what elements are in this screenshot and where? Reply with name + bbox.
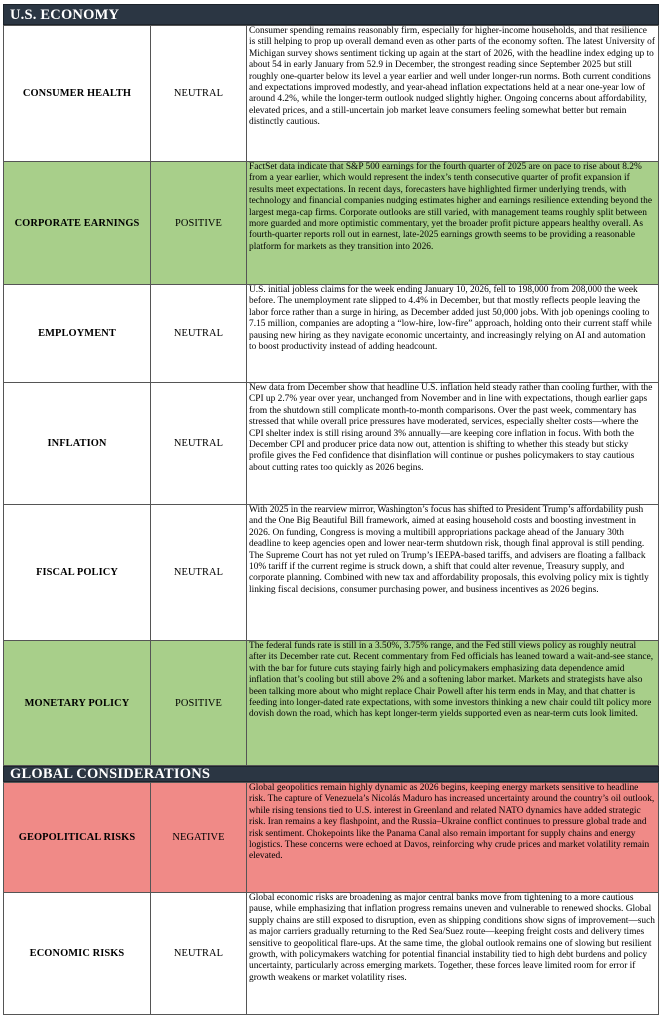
row-consumer-health bbox=[4, 26, 659, 162]
category-label: ECONOMIC RISKS bbox=[4, 893, 151, 1015]
stance-label: NEUTRAL bbox=[151, 893, 247, 1015]
global-considerations-table bbox=[3, 782, 659, 1015]
section-header-us-economy: U.S. ECONOMY bbox=[3, 4, 659, 25]
category-label: FISCAL POLICY bbox=[4, 505, 151, 641]
stance-label: POSITIVE bbox=[151, 641, 247, 766]
stance-label: NEGATIVE bbox=[151, 783, 247, 893]
row-inflation bbox=[4, 383, 659, 505]
category-label: CORPORATE EARNINGS bbox=[4, 162, 151, 285]
stance-label: NEUTRAL bbox=[151, 383, 247, 505]
category-label: CONSUMER HEALTH bbox=[4, 26, 151, 162]
stance-label: POSITIVE bbox=[151, 162, 247, 285]
row-corporate-earnings bbox=[4, 162, 659, 285]
commentary-text: FactSet data indicate that S&P 500 earnings for the fourth quarter of 2025 are on pace to rise about 8.2% from a year earlier, which would represent the index’s tenth consecutive quarter of profit expansion if results meet expectations. In recent days, forecasters have highlighted firmer underlying trends, with technology and financial companies nudging estimates higher and earnings resilience extending beyond the largest mega-cap firms. Corporate outlooks are still varied, with management teams roughly split between more guarded and more optimistic commentary, yet the broader profit picture appears healthy overall. As fourth-quarter reports roll out in earnest, late-2025 earnings growth seems to be providing a reasonable platform for markets as they transition into 2026. bbox=[247, 162, 659, 285]
commentary-text: New data from December show that headline U.S. inflation held steady rather than cooling further, with the CPI up 2.7% year over year, unchanged from November and in line with expectations, though earlier gaps from the shutdown still complicate month-to-month comparisons. Over the past week, commentary has stressed that while overall price pressures have moderated, services, especially shelter costs—where the CPI shelter index is still rising around 3% annually—are keeping core inflation in focus. With both the December CPI and producer price data now out, attention is shifting to whether this steady but sticky profile gives the Fed confidence that disinflation will continue or pushes policymakers to stay cautious about cutting rates too quickly as 2026 begins. bbox=[247, 383, 659, 505]
stance-label: NEUTRAL bbox=[151, 505, 247, 641]
commentary-text: Consumer spending remains reasonably firm, especially for higher-income households, and that resilience is still helping to prop up overall demand even as other parts of the economy soften. The latest University of Michigan survey shows sentiment ticking up again at the start of 2026, with the headline index edging up to about 54 in early January from 52.9 in December, the strongest reading since September 2025 but still roughly one-quarter below its level a year earlier and well under longer-run norms. Both current conditions and expectations improved modestly, and year-ahead inflation expectations held at a near one-year low of around 4.2%, while the longer-term outlook nudged slightly higher. Ongoing concerns about affordability, elevated prices, and a still-uncertain job market leave consumers feeling somewhat better but remain distinctly cautious. bbox=[247, 26, 659, 162]
commentary-text: U.S. initial jobless claims for the week ending January 10, 2026, fell to 198,000 from 208,000 the week before. The unemployment rate slipped to 4.4% in December, but that mostly reflects people leaving the labor force rather than a surge in hiring, as December added just 50,000 jobs. With job openings cooling to 7.15 million, companies are adopting a “low-hire, low-fire” approach, holding onto their current staff while pausing new hiring as they navigate economic uncertainty, and increasingly relying on AI and automation to boost productivity instead of adding headcount. bbox=[247, 285, 659, 383]
row-economic-risks bbox=[4, 893, 659, 1015]
us-economy-table bbox=[3, 25, 659, 766]
economic-outlook-sheet bbox=[3, 4, 659, 1015]
category-label: EMPLOYMENT bbox=[4, 285, 151, 383]
commentary-text: Global geopolitics remain highly dynamic as 2026 begins, keeping energy markets sensitive to headline risk. The capture of Venezuela’s Nicolás Maduro has increased uncertainty around the country’s oil outlook, while rising tensions tied to U.S. interest in Greenland and related NATO dynamics have added strategic risk. Iran remains a key flashpoint, and the Russia–Ukraine conflict continues to pressure global trade and risk sentiment. Chokepoints like the Panama Canal also remain important for supply chains and energy logistics. These concerns were echoed at Davos, reinforcing why crude prices and market volatility remain elevated. bbox=[247, 783, 659, 893]
commentary-text: The federal funds rate is still in a 3.50%, 3.75% range, and the Fed still views policy as roughly neutral after its December rate cut. Recent commentary from Fed officials has leaned toward a wait-and-see stance, with the bar for future cuts staying fairly high and policymakers emphasizing data dependence amid inflation that’s cooling but still above 2% and a softening labor market. Markets and strategists have also been talking more about who might replace Chair Powell after his term ends in May, and that chatter is feeding into longer-dated rate expectations, with some investors thinking a new chair could tilt policy more dovish down the road, which has kept longer-term yields supported even as near-term cuts look limited. bbox=[247, 641, 659, 766]
category-label: INFLATION bbox=[4, 383, 151, 505]
row-fiscal-policy bbox=[4, 505, 659, 641]
row-monetary-policy bbox=[4, 641, 659, 766]
commentary-text: With 2025 in the rearview mirror, Washington’s focus has shifted to President Trump’s affordability push and the One Big Beautiful Bill framework, aimed at easing household costs and boosting investment in 2026. On funding, Congress is moving a multibill appropriations package ahead of the January 30th deadline to keep agencies open and lower near-term shutdown risk, though final approval is still pending. The Supreme Court has not yet ruled on Trump’s IEEPA-based tariffs, and advisers are floating a fallback 10% tariff if the current regime is struck down, a shift that could alter revenue, Treasury supply, and corporate planning. Combined with new tax and affordability proposals, this evolving policy mix is tightly linking fiscal decisions, consumer purchasing power, and business incentives as 2026 begins. bbox=[247, 505, 659, 641]
row-geopolitical-risks bbox=[4, 783, 659, 893]
stance-label: NEUTRAL bbox=[151, 285, 247, 383]
commentary-text: Global economic risks are broadening as major central banks move from tightening to a more cautious pause, while emphasizing that inflation progress remains uneven and vulnerable to renewed shocks. Global supply chains are still exposed to disruption, even as shipping conditions show signs of improvement—such as major carriers gradually returning to the Red Sea/Suez route—keeping freight costs and delivery times sensitive to geopolitical flare-ups. At the same time, the global outlook remains one of slowing but resilient growth, with policymakers watching for potential financial instability tied to high debt burdens and policy uncertainty, particularly across emerging markets. Together, these forces leave limited room for error if growth weakens or market volatility rises. bbox=[247, 893, 659, 1015]
row-employment bbox=[4, 285, 659, 383]
category-label: MONETARY POLICY bbox=[4, 641, 151, 766]
section-header-global-considerations: GLOBAL CONSIDERATIONS bbox=[3, 766, 659, 782]
category-label: GEOPOLITICAL RISKS bbox=[4, 783, 151, 893]
stance-label: NEUTRAL bbox=[151, 26, 247, 162]
